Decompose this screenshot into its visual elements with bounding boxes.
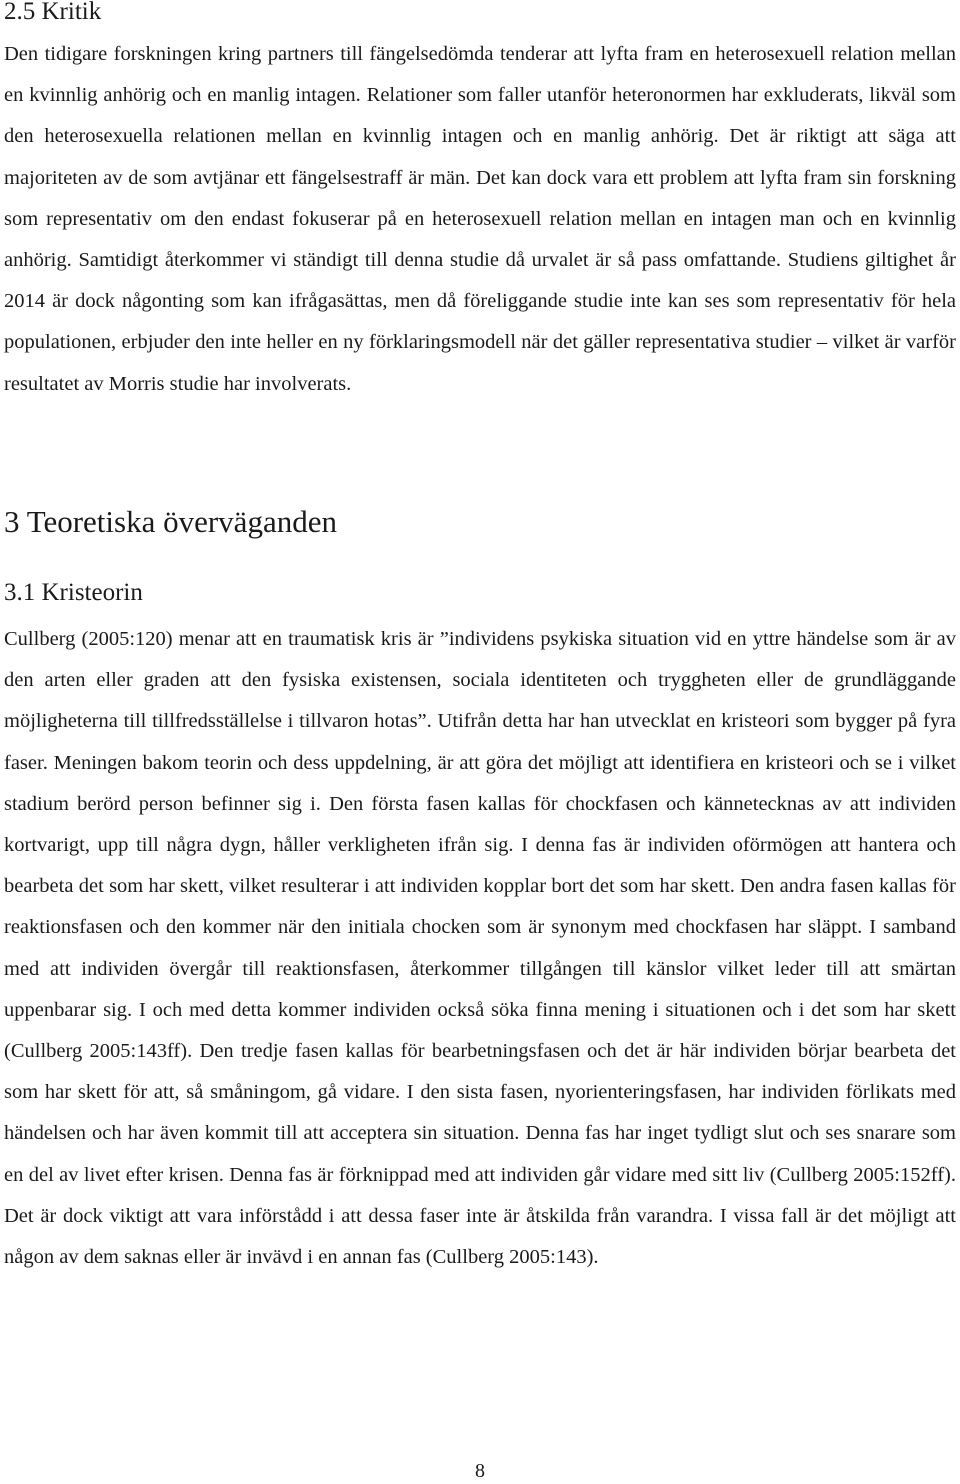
- paragraph-kritik: Den tidigare forskningen kring partners till fängelsedömda tenderar att lyfta fram en heterosexuell relation mellan en kvinnlig anhörig och en manlig intagen. Relationer som faller utanför heteronormen har exkluderats, likväl som den heterosexuella relationen mellan en kvinnlig intagen och en manlig anhörig. Det är riktigt att säga att majoriteten av de som avtjänar ett fängelsestraff är män. Det kan dock vara ett problem att lyfta fram sin forskning som representativ om den endast fokuserar på en heterosexuell relation mellan en intagen man och en kvinnlig anhörig. Samtidigt återkommer vi ständigt till denna studie då urvalet är så pass omfattande. Studiens giltighet år 2014 är dock någonting som kan ifrågasättas, men då föreliggande studie inte kan ses som representativ för hela populationen, erbjuder den inte heller en ny förklaringsmodell när det gäller representativa studier – vilket är varför resultatet av Morris studie har involverats.: [4, 43, 956, 395]
- paragraph-kristeorin: Cullberg (2005:120) menar att en traumatisk kris är ”individens psykiska situation vid en yttre händelse som är av den arten eller graden att den fysiska existensen, sociala identiteten och tryggheten eller de grundläggande möjligheterna till tillfredsställelse i tillvaron hotas”. Utifrån detta har han utvecklat en kristeori som bygger på fyra faser. Meningen bakom teorin och dess uppdelning, är att göra det möjligt att identifiera en kristeori och se i vilket stadium berörd person befinner sig i. Den första fasen kallas för chockfasen och kännetecknas av att individen kortvarigt, upp till några dygn, håller verkligheten ifrån sig. I denna fas är individen oförmögen att hantera och bearbeta det som har skett, vilket resulterar i att individen kopplar bort det som har skett. Den andra fasen kallas för reaktionsfasen och den kommer när den initiala chocken som är synonym med chockfasen har släppt. I samband med att individen övergår till reaktionsfasen, återkommer tillgången till känslor vilket leder till att smärtan uppenbarar sig. I och med detta kommer individen också söka finna mening i situationen och i det som har skett (Cullberg 2005:143ff). Den tredje fasen kallas för bearbetningsfasen och det är här individen börjar bearbeta det som har skett för att, så småningom, gå vidare. I den sista fasen, nyorienteringsfasen, har individen förlikats med händelsen och har även kommit till att acceptera sin situation. Denna fas har inget tydligt slut och ses snarare som en del av livet efter krisen. Denna fas är förknippad med att individen går vidare med sitt liv (Cullberg 2005:152ff). Det är dock viktigt att vara införstådd i att dessa faser inte är åtskilda från varandra. I vissa fall är det möjligt att någon av dem saknas eller är invävd i en annan fas (Cullberg 2005:143).: [4, 628, 956, 1269]
- chapter-heading-teoretiska: 3 Teoretiska överväganden: [4, 504, 337, 539]
- page-number: 8: [475, 1460, 485, 1482]
- section-heading-kritik: 2.5 Kritik: [4, 0, 102, 25]
- section-heading-kristeorin: 3.1 Kristeorin: [4, 579, 143, 606]
